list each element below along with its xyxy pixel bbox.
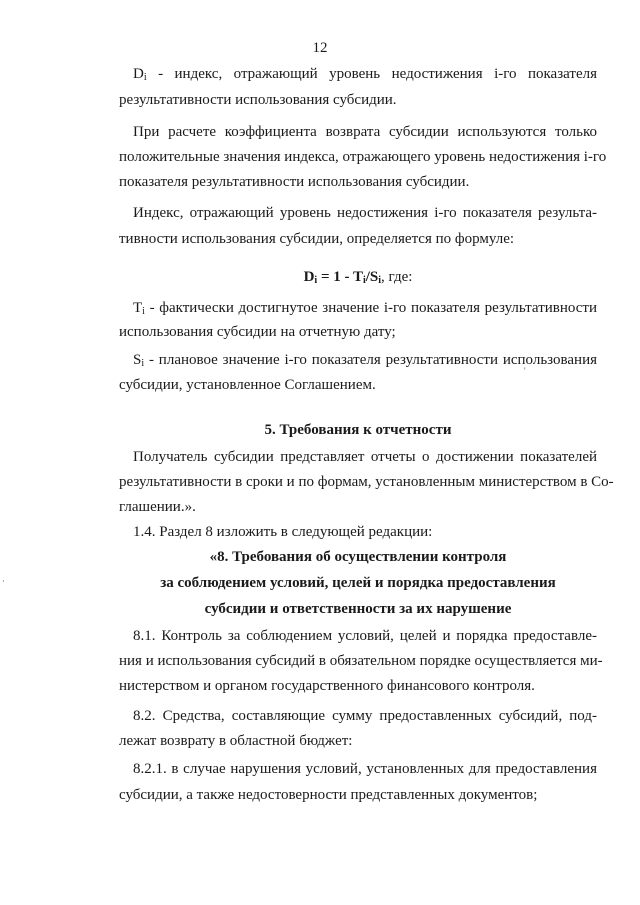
ti-definition-line-1: $T_i$ - фактически достигнутое значение i-го показателя результативности xyxy=(133,300,597,317)
index-paragraph-line-1: Индекс, отражающий уровень недостижения i-го показателя результа- xyxy=(133,205,597,221)
item-8-2-1-line-2: субсидии, а также недостоверности представленных документов; xyxy=(119,787,538,803)
calc-paragraph-line-3: показателя результативности использования субсидии. xyxy=(119,174,470,190)
calc-paragraph-line-2: положительные значения индекса, отражающего уровень недостижения i-го xyxy=(119,149,607,165)
formula: $D_i = 1 - T_i/S_i$, где: xyxy=(303,269,413,286)
scan-speck: ' xyxy=(524,366,526,376)
section-8-heading-line-1: «8. Требования об осуществлении контроля xyxy=(209,549,507,565)
item-8-1-line-3: нистерством и органом государственного финансового контроля. xyxy=(119,678,535,694)
ti-definition-line-2: использования субсидии на отчетную дату; xyxy=(119,324,396,340)
reports-paragraph-line-1: Получатель субсидии представляет отчеты о достижении показателей xyxy=(133,449,597,465)
si-definition-line-1: $S_i$ - плановое значение i-го показателя результативности использования xyxy=(133,352,597,369)
scan-speck: · xyxy=(2,576,5,586)
reports-paragraph-line-2: результативности в сроки и по формам, установленным министерством в Со- xyxy=(119,474,614,490)
section-8-heading-line-3: субсидии и ответственности за их нарушение xyxy=(204,601,512,617)
item-8-1-line-2: ния и использования субсидий в обязательном порядке осуществляется ми- xyxy=(119,653,603,669)
item-1-4: 1.4. Раздел 8 изложить в следующей редакции: xyxy=(133,524,433,540)
item-8-2-line-1: 8.2. Средства, составляющие сумму предоставленных субсидий, под- xyxy=(133,708,597,724)
item-8-2-1-line-1: 8.2.1. в случае нарушения условий, установленных для предоставления xyxy=(133,761,597,777)
item-8-2-line-2: лежат возврату в областной бюджет: xyxy=(119,733,353,749)
di-definition-line-1: $D_i$ - индекс, отражающий уровень недостижения i-го показателя xyxy=(133,66,597,83)
calc-paragraph-line-1: При расчете коэффициента возврата субсидии используются только xyxy=(133,124,597,140)
reports-paragraph-line-3: глашении.». xyxy=(119,499,196,515)
section-8-heading-line-2: за соблюдением условий, целей и порядка предоставления xyxy=(160,575,556,591)
page-number: 12 xyxy=(312,40,328,56)
item-8-1-line-1: 8.1. Контроль за соблюдением условий, целей и порядка предоставле- xyxy=(133,628,597,644)
index-paragraph-line-2: тивности использования субсидии, определяется по формуле: xyxy=(119,231,515,247)
di-definition-line-2: результативности использования субсидии. xyxy=(119,92,397,108)
si-definition-line-2: субсидии, установленное Соглашением. xyxy=(119,377,376,393)
section-5-heading: 5. Требования к отчетности xyxy=(264,422,452,438)
